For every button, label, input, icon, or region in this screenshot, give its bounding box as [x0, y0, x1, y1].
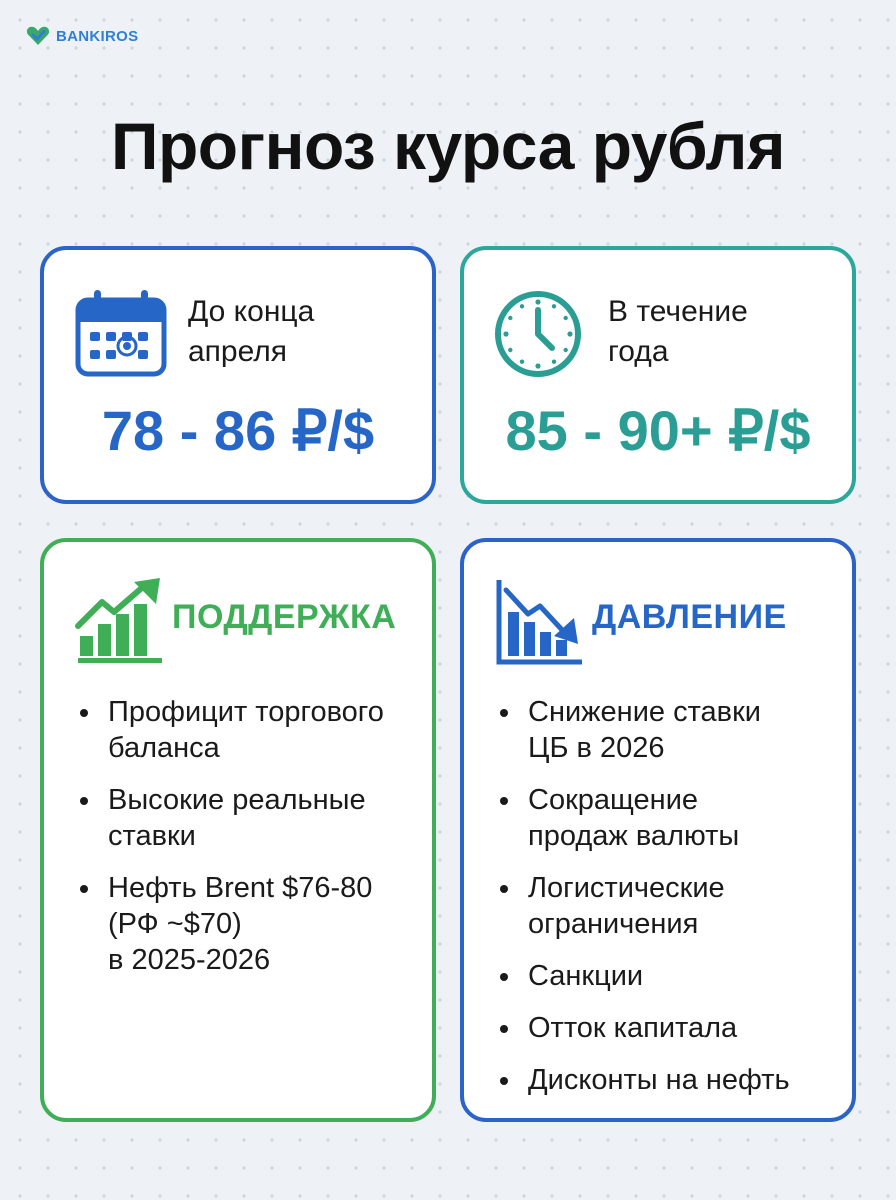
pressure-factors-card [460, 538, 856, 1122]
list-item-line: ставки [108, 820, 196, 852]
period-line: В течение [608, 295, 748, 328]
list-item [492, 694, 842, 766]
forecast-card-april [40, 246, 436, 504]
list-item [492, 958, 842, 994]
period-label [608, 292, 838, 372]
list-item-line: (РФ ~$70) [108, 908, 242, 940]
list-item-line: Дисконты на нефть [528, 1064, 790, 1096]
brand-logo [26, 26, 138, 46]
rate-range: 85 - 90+ ₽/$ [505, 399, 811, 462]
list-item [72, 694, 422, 766]
period-label [188, 292, 418, 372]
rate-range: 78 - 86 ₽/$ [101, 399, 375, 462]
trend-down-chart-icon [494, 578, 584, 673]
brand-name: BANKIROS [56, 27, 139, 45]
list-item-line: Профицит торгового [108, 696, 384, 728]
list-item-line: Нефть Brent $76-80 [108, 872, 373, 904]
list-item [492, 870, 842, 942]
list-item-line: ограничения [528, 908, 699, 940]
support-factors-card [40, 538, 436, 1122]
trend-up-chart-icon [74, 578, 164, 669]
list-item [492, 1010, 842, 1046]
list-item-line: продаж валюты [528, 820, 740, 852]
list-item-line: Санкции [528, 960, 644, 992]
list-item-line: Отток капитала [528, 1012, 738, 1044]
list-item-line: Снижение ставки [528, 696, 761, 728]
support-list [72, 694, 422, 994]
heart-check-icon [26, 26, 50, 46]
list-item [492, 782, 842, 854]
period-line: апреля [188, 335, 288, 368]
section-heading: ПОДДЕРЖКА [172, 598, 397, 636]
forecast-card-year [460, 246, 856, 504]
list-item-line: ЦБ в 2026 [528, 732, 665, 764]
pressure-list [492, 694, 842, 1114]
list-item [492, 1062, 842, 1098]
period-line: года [608, 335, 669, 368]
list-item-line: Логистические [528, 872, 725, 904]
list-item-line: Сокращение [528, 784, 699, 816]
calendar-icon [74, 288, 168, 383]
section-heading: ДАВЛЕНИЕ [592, 598, 787, 636]
page-title: Прогноз курса рубля [111, 109, 785, 183]
list-item [72, 870, 422, 978]
list-item-line: баланса [108, 732, 220, 764]
list-item-line: Высокие реальные [108, 784, 366, 816]
list-item-line: в 2025-2026 [108, 944, 271, 976]
list-item [72, 782, 422, 854]
period-line: До конца [188, 295, 315, 328]
clock-icon [492, 288, 584, 385]
